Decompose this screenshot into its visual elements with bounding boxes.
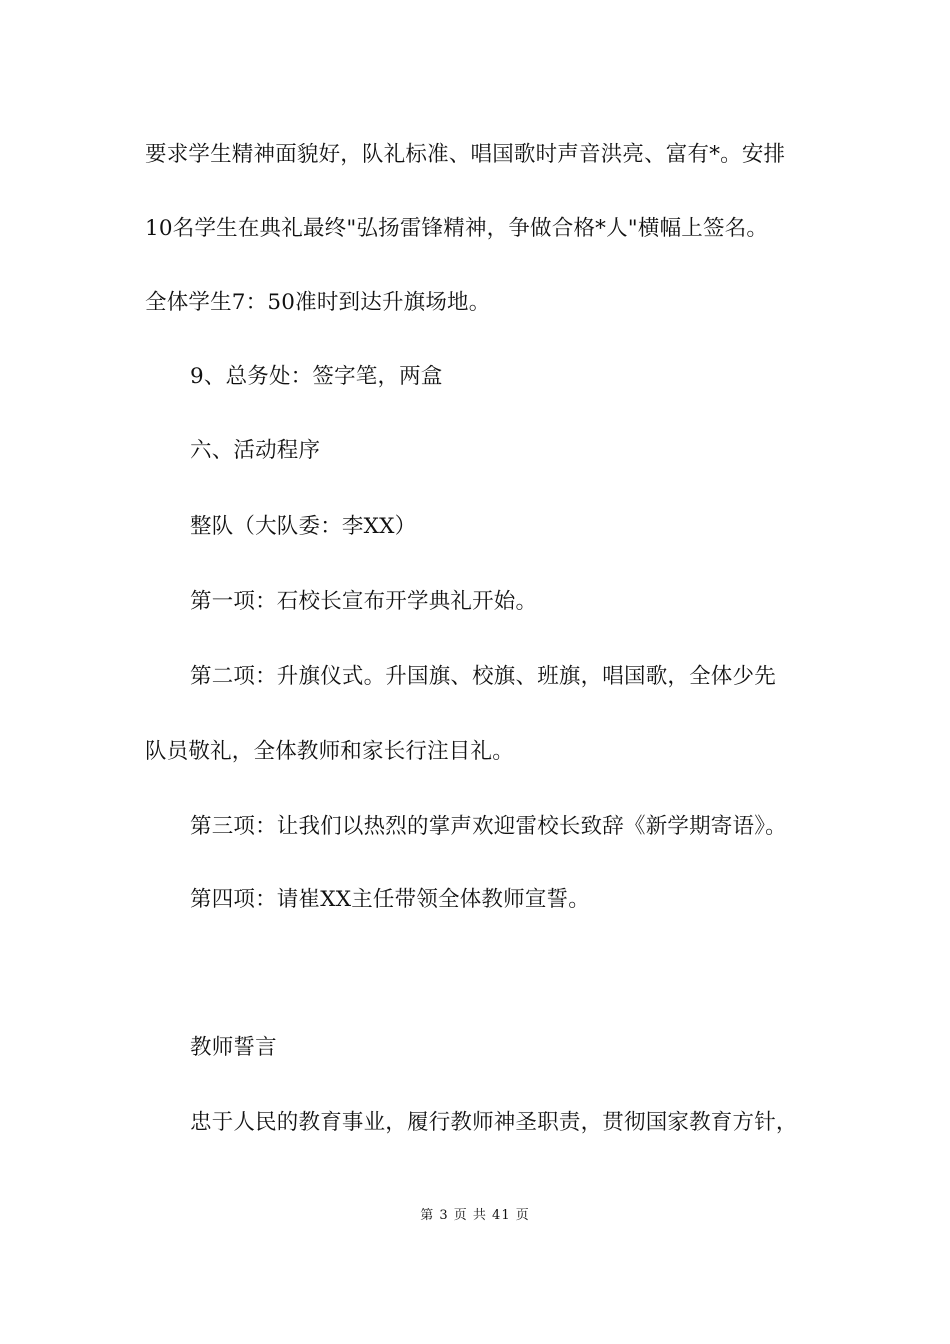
body-line-7: 第一项：石校长宣布开学典礼开始。 [190, 589, 538, 614]
body-line-1: 要求学生精神面貌好，队礼标准、唱国歌时声音洪亮、富有*。安排 [145, 142, 786, 167]
body-line-11: 第四项：请崔XX主任带领全体教师宣誓。 [190, 887, 590, 912]
body-line-2: 10名学生在典礼最终"弘扬雷锋精神，争做合格*人"横幅上签名。 [145, 216, 769, 241]
body-line-6: 整队（大队委：李XX） [190, 514, 417, 539]
section-heading-teacher-oath: 教师誓言 [190, 1035, 277, 1060]
body-line-4: 9、总务处：签字笔，两盒 [190, 364, 443, 389]
page-number-footer: 第 3 页 共 41 页 [420, 1208, 530, 1223]
body-line-8: 第二项：升旗仪式。升国旗、校旗、班旗，唱国歌，全体少先 [190, 664, 776, 689]
body-line-10: 第三项：让我们以热烈的掌声欢迎雷校长致辞《新学期寄语》。 [190, 814, 787, 839]
body-line-13: 忠于人民的教育事业，履行教师神圣职责，贯彻国家教育方针， [190, 1110, 798, 1135]
body-line-3: 全体学生7：50准时到达升旗场地。 [145, 290, 491, 315]
section-heading-activity-procedure: 六、活动程序 [190, 438, 321, 463]
body-line-9: 队员敬礼，全体教师和家长行注目礼。 [145, 739, 514, 764]
